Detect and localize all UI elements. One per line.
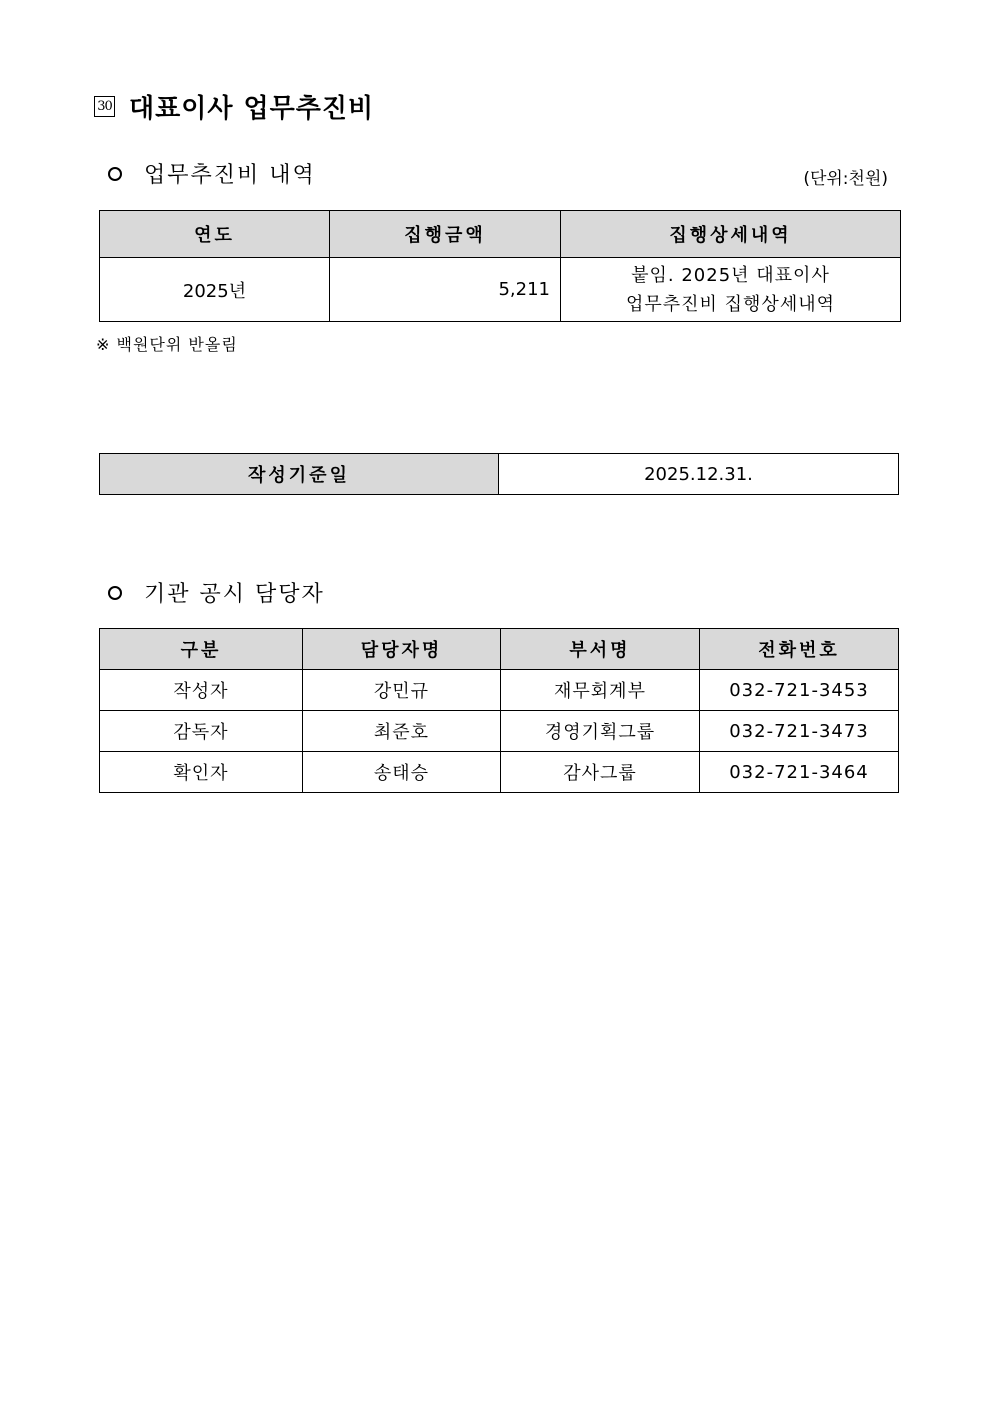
- cell-detail: [561, 258, 901, 322]
- table-row: [100, 670, 899, 711]
- cell-role: 감독자: [100, 711, 303, 752]
- table-row: [100, 454, 899, 495]
- contact-table: [99, 628, 899, 793]
- table-row: [100, 752, 899, 793]
- cell-role: 확인자: [100, 752, 303, 793]
- detail-line-2: 업무추진비 집행상세내역: [626, 293, 835, 315]
- contact-section-heading-text: 기관 공시 담당자: [144, 582, 325, 607]
- expense-section-heading: [108, 158, 316, 189]
- header-detail: 집행상세내역: [561, 211, 901, 258]
- cell-department: 감사그룹: [501, 752, 700, 793]
- header-year: 연도: [100, 211, 330, 258]
- unit-label: (단위:천원): [803, 169, 888, 189]
- expense-section-heading-text: 업무추진비 내역: [144, 163, 316, 188]
- table-row: [100, 711, 899, 752]
- expense-table: [99, 210, 901, 322]
- cell-amount: 5,211: [330, 258, 561, 322]
- basis-date-value: 2025.12.31.: [499, 454, 899, 495]
- contact-section-heading: [108, 577, 325, 608]
- header-phone: 전화번호: [700, 629, 899, 670]
- cell-phone: 032-721-3464: [700, 752, 899, 793]
- header-name: 담당자명: [303, 629, 501, 670]
- basis-date-label: 작성기준일: [100, 454, 499, 495]
- page-title: [94, 88, 374, 124]
- cell-phone: 032-721-3453: [700, 670, 899, 711]
- circle-bullet-icon: [108, 586, 122, 600]
- cell-name: 송태승: [303, 752, 501, 793]
- cell-department: 재무회계부: [501, 670, 700, 711]
- header-amount: 집행금액: [330, 211, 561, 258]
- section-number-badge: 30: [94, 96, 115, 117]
- cell-department: 경영기획그룹: [501, 711, 700, 752]
- detail-line-1: 붙임. 2025년 대표이사: [631, 264, 830, 286]
- cell-name: 최준호: [303, 711, 501, 752]
- basis-date-table: [99, 453, 899, 495]
- table-row: [100, 258, 901, 322]
- cell-name: 강민규: [303, 670, 501, 711]
- cell-role: 작성자: [100, 670, 303, 711]
- rounding-note: ※ 백원단위 반올림: [96, 335, 238, 354]
- circle-bullet-icon: [108, 167, 122, 181]
- table-header-row: [100, 211, 901, 258]
- page-title-text: 대표이사 업무추진비: [129, 93, 375, 124]
- cell-year: 2025년: [100, 258, 330, 322]
- header-department: 부서명: [501, 629, 700, 670]
- header-role: 구분: [100, 629, 303, 670]
- cell-phone: 032-721-3473: [700, 711, 899, 752]
- table-header-row: [100, 629, 899, 670]
